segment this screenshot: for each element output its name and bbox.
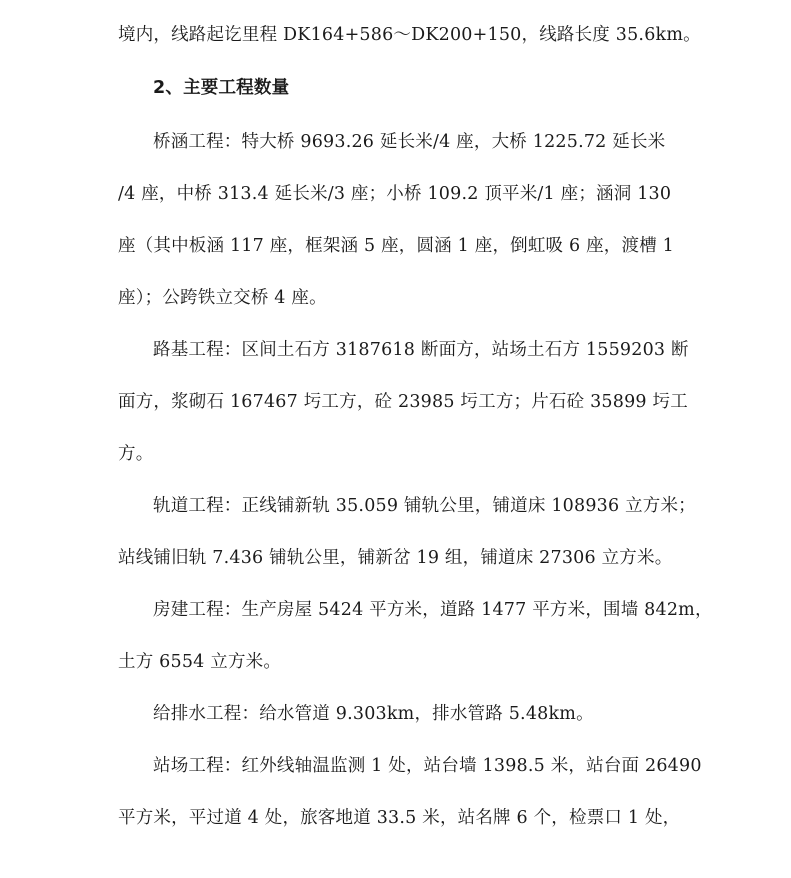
- paragraph-bridges-line-4: 座）；公跨铁立交桥 4 座。: [118, 288, 327, 308]
- text-line: 境内，线路起讫里程 DK164+586～DK200+150，线路长度 35.6km。: [118, 25, 701, 45]
- paragraph-bridges-line-1: 桥涵工程：特大桥 9693.26 延长米/4 座，大桥 1225.72 延长米: [153, 132, 666, 152]
- paragraph-water-line-1: 给排水工程：给水管道 9.303km，排水管路 5.48km。: [153, 704, 594, 724]
- paragraph-track-line-2: 站线铺旧轨 7.436 铺轨公里，铺新岔 19 组，铺道床 27306 立方米。: [118, 548, 673, 568]
- paragraph-bridges-line-2: /4 座，中桥 313.4 延长米/3 座；小桥 109.2 顶平米/1 座；涵洞 130: [118, 184, 672, 204]
- paragraph-subgrade-line-1: 路基工程：区间土石方 3187618 断面方，站场土石方 1559203 断: [153, 340, 689, 360]
- section-heading: 2、主要工程数量: [153, 78, 290, 98]
- paragraph-track-line-1: 轨道工程：正线铺新轨 35.059 铺轨公里，铺道床 108936 立方米；: [153, 496, 696, 516]
- paragraph-station-line-2: 平方米，平过道 4 处，旅客地道 33.5 米，站名牌 6 个，检票口 1 处，: [118, 808, 681, 828]
- paragraph-buildings-line-2: 土方 6554 立方米。: [118, 652, 282, 672]
- paragraph-bridges-line-3: 座（其中板涵 117 座，框架涵 5 座，圆涵 1 座，倒虹吸 6 座，渡槽 1: [118, 236, 675, 256]
- paragraph-subgrade-line-3: 方。: [118, 444, 154, 464]
- paragraph-buildings-line-1: 房建工程：生产房屋 5424 平方米，道路 1477 平方米，围墙 842m，: [153, 600, 713, 620]
- paragraph-station-line-1: 站场工程：红外线轴温监测 1 处，站台墙 1398.5 米，站台面 26490: [153, 756, 702, 776]
- paragraph-subgrade-line-2: 面方，浆砌石 167467 圬工方，砼 23985 圬工方；片石砼 35899 圬工: [118, 392, 688, 412]
